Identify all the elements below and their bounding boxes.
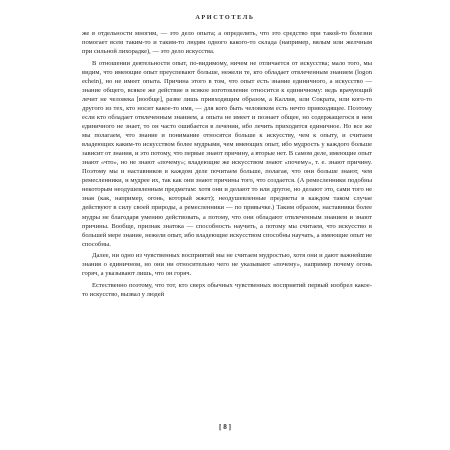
body-text bbox=[82, 29, 372, 299]
paragraph: же в отдельности многим, — это дело опыта; а определить, что это средство при такой-то болезни помогает всем таким-то и таким-то людям одного какого-то склада (например, вялым или желчным при сильной лихорадке), — это дело искусства. bbox=[82, 30, 372, 56]
paragraph: Далее, ни одно из чувственных восприятий мы не считаем мудростью, хотя они и дают важнейшие знания о единичном, но они ни относительно чего не указывают «почему», например почему огонь горяч, а указывают лишь, что он горяч. bbox=[82, 252, 372, 278]
paragraph: Естественно поэтому, что тот, кто сверх обычных чувственных восприятий первый изобрел какое-то искусство, вызвал у людей bbox=[82, 282, 372, 299]
page-number: [ 8 ] bbox=[219, 423, 231, 431]
paragraph: В отношении деятельности опыт, по-видимому, ничем не отличается от искусства; мало того, мы видим, что имеющие опыт преуспевают больше, нежели те, кто обладает отвлеченным знанием (logon echein), но не имеет опыта. Причина этого в том, что опыт есть знание единичного, а искусство — знание общего, всякое же действие и всякое изготовление относится к единичному: ведь врачующий лечит не человека [вообще], разве лишь привходящим образом, а Каллия, или Сократа, или кого-то другого из тех, кто носит какое-то имя, — для кого быть человеком есть нечто привходящее. Поэтому если кто обладает отвлеченным знанием, а опыта не имеет и познает общее, но содержащегося в нем единичного не знает, то он часто ошибается в лечении, ибо лечить приходится единичное. Но все же мы полагаем, что знание и понимание относятся больше к искусству, чем к опыту, и считаем владеющих каким-то искусством более мудрыми, чем имеющих опыт, ибо мудрость у каждого больше зависит от знания, и это потому, что первые знают причину, а вторые нет. В самом деле, имеющие опыт знают «что», но не знают «почему»; владеющие же искусством знают «почему», т. е. знают причину. Поэтому мы и наставников в каждом деле почитаем больше, полагая, что они больше знают, чем ремесленники, и мудрее их, так как они знают причины того, что создается. (А ремесленники подобны некоторым неодушевленным предметам: хотя они и делают то или другое, но делают это, сами того не зная (как, например, огонь, который жжет); неодушевленные предметы в каждом таком случае действуют в силу своей природы, а ремесленники — по привычке.) Таким образом, наставники более мудры не благодаря умению действовать, а потому, что они обладают отвлеченным знанием и знают причины. Вообще, признак знатока — способность научить, а потому мы считаем, что искусство в большей мере знание, нежели опыт, ибо владеющие искусством способны научать, а имеющие опыт не способны. bbox=[82, 59, 372, 248]
running-head: АРИСТОТЕЛЬ bbox=[195, 14, 255, 21]
